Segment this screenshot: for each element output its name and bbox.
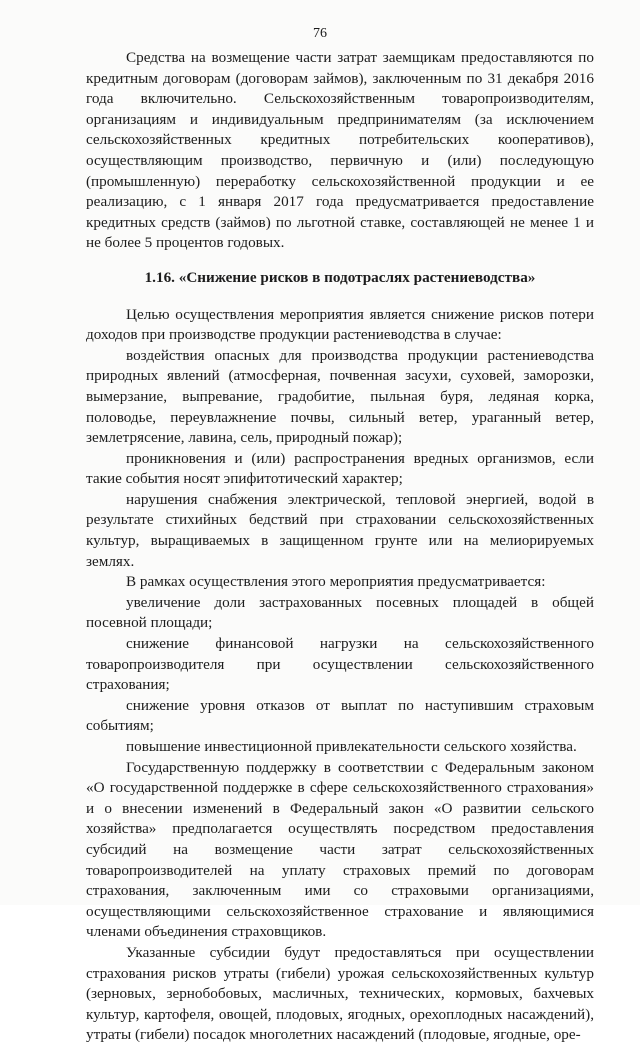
paragraph: Средства на возмещение части затрат заемщикам предоставляются по кредитным договорам (договорам займов), заключенным по 31 декабря 2016 года включительно. Сельскохозяйственным товаропроизводителям, организациям и индивидуальным предпринимателям (за исключением сельскохозяйственных кредитных потребительских кооперативов), осуществляющим производство, первичную и (или) последующую (промышленную) переработку сельскохозяйственной продукции и ее реализацию, с 1 января 2017 года предусматривается предоставление кредитных средств (займов) по льготной ставке, составляющей не менее 1 и не более 5 процентов годовых. (86, 49, 594, 252)
paragraph: снижение уровня отказов от выплат по наступившим страховым событиям; (86, 696, 594, 735)
paragraph: В рамках осуществления этого мероприятия предусматривается: (126, 573, 546, 591)
paragraph: нарушения снабжения электрической, тепловой энергией, водой в результате стихийных бедствий при страховании сельскохозяйственных культур, выращиваемых в защищенном грунте или на мелиорируемых землях. (86, 490, 594, 570)
document-body (86, 48, 594, 1046)
paragraph: проникновения и (или) распространения вредных организмов, если такие события носят эпифитотический характер; (86, 449, 594, 488)
paragraph: воздействия опасных для производства продукции растениеводства природных явлений (атмосферная, почвенная засухи, суховей, заморозки, вымерзание, выпревание, градобитие, пыльная буря, ледяная корка, половодье, переувлажнение почвы, сильный ветер, ураганный ветер, землетрясение, лавина, сель, природный пожар); (86, 346, 594, 447)
paragraph: Указанные субсидии будут предоставляться при осуществлении страхования рисков утраты (гибели) урожая сельскохозяйственных культур (зерновых, зернобобовых, масличных, технических, кормовых, бахчевых культур, картофеля, овощей, плодовых, ягодных, орехоплодных насаждений), утраты (гибели) посадок многолетних насаждений (плодовые, ягодные, оре- (86, 943, 594, 1044)
section-heading: 1.16. «Снижение рисков в подотраслях растениеводства» (144, 268, 536, 286)
paragraph: снижение финансовой нагрузки на сельскохозяйственного товаропроизводителя при осуществлении сельскохозяйственного страхования; (86, 635, 594, 694)
page-number: 76 (313, 26, 327, 41)
paragraph: увеличение доли застрахованных посевных площадей в общей посевной площади; (86, 593, 594, 632)
paragraph: Целью осуществления мероприятия является снижение рисков потери доходов при производстве продукции растениеводства в случае: (86, 305, 594, 344)
paragraph: повышение инвестиционной привлекательности сельского хозяйства. (126, 738, 577, 755)
paragraph: Государственную поддержку в соответствии с Федеральным законом «О государственной поддержке в сфере сельскохозяйственного страхования» и о внесении изменений в Федеральный закон «О развитии сельского хозяйства» предполагается осуществлять посредством предоставления субсидий на возмещение части затрат сельскохозяйственных товаропроизводителей на уплату страховых премий по договорам страхования, заключенным ими со страховыми организациями, осуществляющими сельскохозяйственное страхование и являющимися членами объединения страховщиков. (86, 758, 594, 941)
